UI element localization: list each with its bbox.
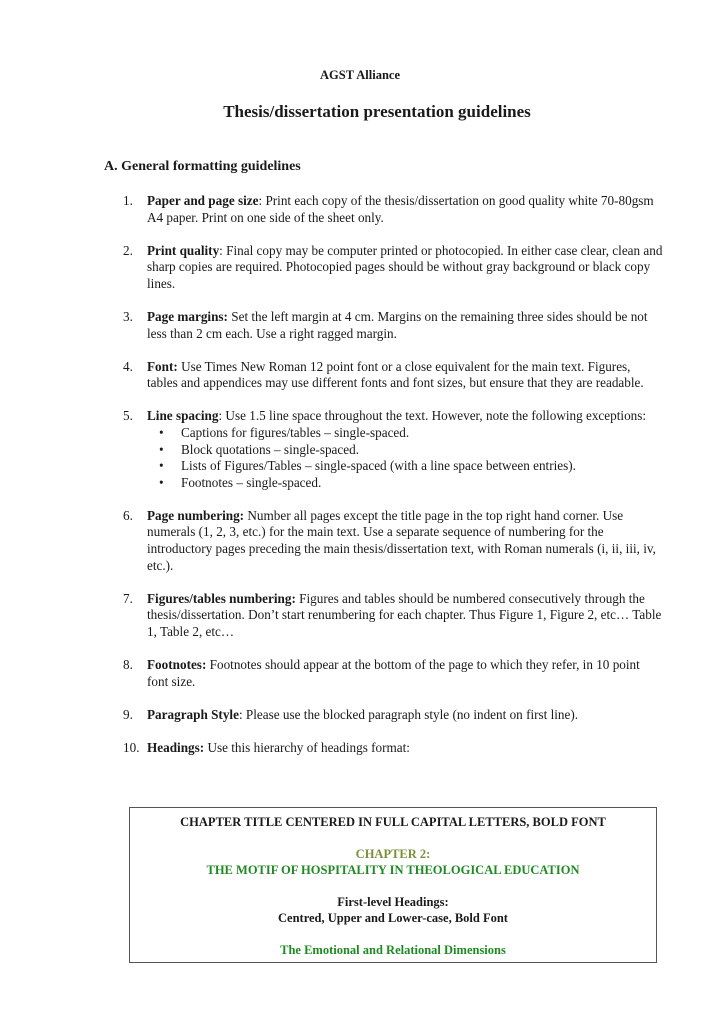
- exception-bullet: • Block quotations – single-spaced.: [147, 442, 663, 459]
- item-number: 2.: [123, 242, 133, 258]
- item-label: Footnotes:: [147, 656, 207, 672]
- item-text: Number all pages except the title page in the top right hand corner. Use numerals (1, 2, 3, etc.) for the main text. Use a separate sequence of numbering for the introductory pages preceding the main thesis/dissertation text, with Roman numerals (i, ii, iii, iv, etc.).: [147, 507, 656, 573]
- item-number: 8.: [123, 656, 133, 672]
- document-title: Thesis/dissertation presentation guidelines: [223, 102, 531, 121]
- item-text: Use this hierarchy of headings format:: [204, 739, 410, 755]
- item-number: 1.: [123, 193, 133, 208]
- guideline-item: [123, 309, 663, 342]
- item-label: Figures/tables numbering:: [147, 590, 296, 606]
- item-label: Page numbering:: [147, 507, 245, 523]
- guidelines-list: [123, 193, 663, 773]
- item-label: Page margins:: [147, 308, 228, 324]
- item-number: 6.: [123, 507, 133, 523]
- exception-bullet: • Footnotes – single-spaced.: [147, 475, 663, 492]
- first-level-rule-line2: Centred, Upper and Lower-case, Bold Font: [278, 911, 508, 925]
- chapter-label-example: CHAPTER 2:: [355, 847, 431, 861]
- item-label: Line spacing: [147, 408, 219, 424]
- guideline-item: [123, 408, 663, 491]
- section-heading: A. General formatting guidelines: [104, 159, 301, 174]
- item-text: Figures and tables should be numbered consecutively through the thesis/dissertation. Don’t start renumbering for each chapter. Thus Figure 1, Figure 2, etc… Table 1, Table 2, etc…: [147, 590, 662, 639]
- item-number: 9.: [123, 706, 133, 722]
- guideline-item: [123, 243, 663, 293]
- item-text: : Please use the blocked paragraph style (no indent on first line).: [238, 706, 579, 722]
- exceptions-list: [147, 425, 663, 491]
- item-number: 5.: [123, 408, 133, 424]
- exception-bullet: • Captions for figures/tables – single-spaced.: [147, 425, 663, 442]
- item-number: 3.: [123, 308, 133, 324]
- item-text: Use Times New Roman 12 point font or a close equivalent for the main text. Figures, tables and appendices may use different fonts and font sizes, but ensure that they are readable.: [147, 358, 644, 391]
- item-number: 4.: [123, 358, 133, 374]
- guideline-item: [123, 707, 663, 724]
- guideline-item: [123, 193, 663, 226]
- item-number: 10.: [123, 739, 140, 755]
- guideline-item: [123, 740, 663, 757]
- item-label: Print quality: [147, 242, 220, 258]
- heading-hierarchy-box: [129, 807, 657, 963]
- item-text: : Print each copy of the thesis/dissertation on good quality white 70-80gsm A4 paper. Print on one side of the sheet only.: [147, 193, 654, 225]
- item-text: : Final copy may be computer printed or photocopied. In either case clear, clean and sharp copies are required. Photocopied pages should be without gray background or black copy lines.: [147, 242, 663, 291]
- guideline-item: [123, 508, 663, 574]
- item-label: Font:: [147, 358, 178, 374]
- exception-bullet: • Lists of Figures/Tables – single-spaced (with a line space between entries).: [147, 458, 663, 475]
- chapter-title-rule: CHAPTER TITLE CENTERED IN FULL CAPITAL LETTERS, BOLD FONT: [180, 815, 606, 829]
- item-number: 7.: [123, 590, 133, 606]
- item-label: Paper and page size: [147, 193, 259, 208]
- item-text: Set the left margin at 4 cm. Margins on the remaining three sides should be not less than 2 cm each. Use a right ragged margin.: [147, 308, 648, 341]
- item-text: : Use 1.5 line space throughout the text. However, note the following exceptions:: [218, 408, 647, 424]
- item-label: Headings:: [147, 739, 205, 755]
- guideline-item: [123, 657, 663, 690]
- first-level-example: The Emotional and Relational Dimensions: [280, 943, 506, 957]
- chapter-title-example: THE MOTIF OF HOSPITALITY IN THEOLOGICAL EDUCATION: [206, 863, 580, 877]
- item-text: Footnotes should appear at the bottom of the page to which they refer, in 10 point font size.: [147, 656, 640, 689]
- organization-name: AGST Alliance: [320, 68, 400, 82]
- guideline-item: [123, 591, 663, 641]
- first-level-rule-line1: First-level Headings:: [337, 895, 449, 909]
- guideline-item: [123, 359, 663, 392]
- item-label: Paragraph Style: [147, 706, 239, 722]
